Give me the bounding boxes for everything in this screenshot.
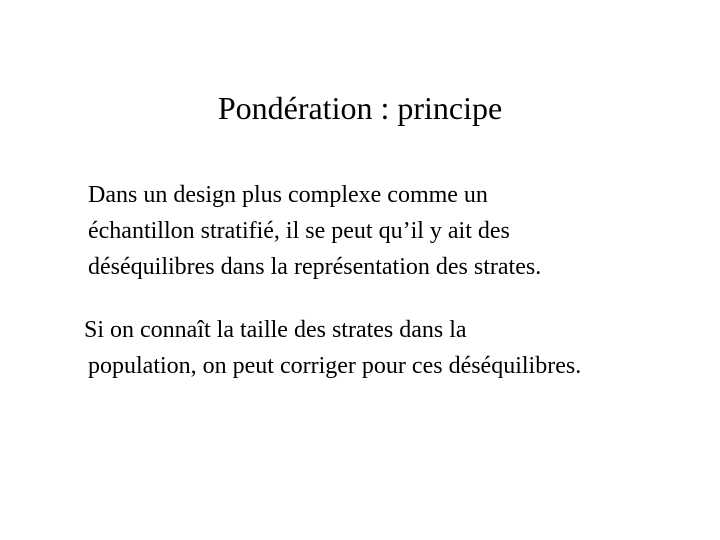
paragraph-design-complexe [88,177,541,285]
paragraph-line: déséquilibres dans la représentation des strates. [88,254,542,280]
slide-title: Pondération : principe [217,90,503,126]
paragraph-line: Dans un design plus complexe comme un [88,182,488,208]
paragraph-line: population, on peut corriger pour ces déséquilibres. [88,353,582,379]
paragraph-line: échantillon stratifié, il se peut qu’il y ait des [88,218,510,244]
paragraph-correction [84,312,581,384]
paragraph-line: Si on connaît la taille des strates dans la [84,317,467,343]
